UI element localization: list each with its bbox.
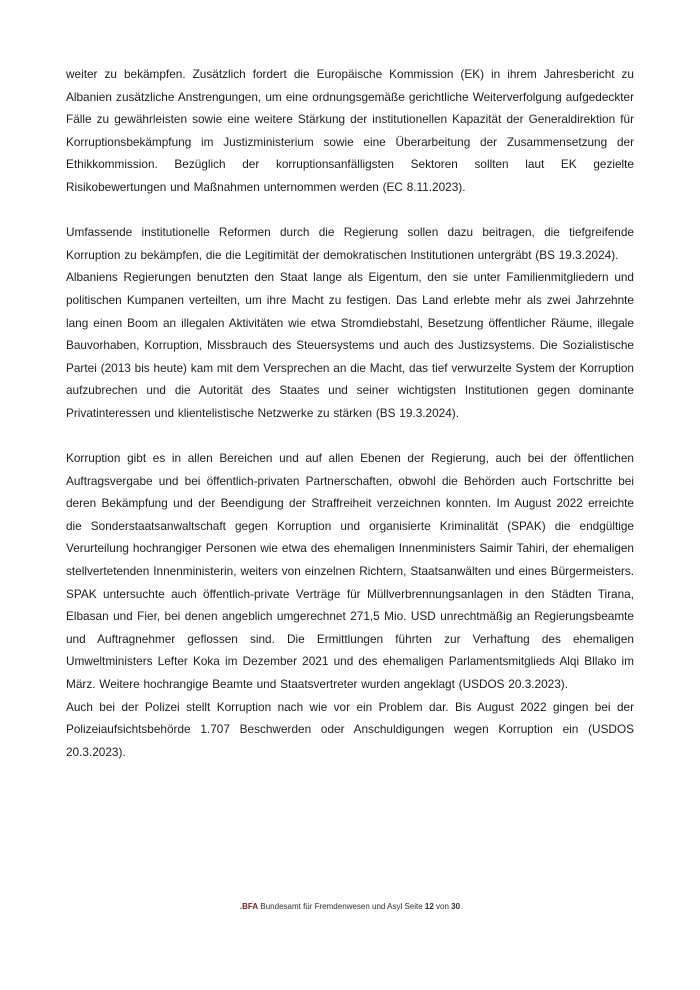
body-paragraph: Korruption gibt es in allen Bereichen und auf allen Ebenen der Regierung, auch bei der öffentlichen Auftragsvergabe und bei öffentlich-privaten Partnerschaften, obwohl die Behörden auch Fortschritte bei deren Bekämpfung und der Beendigung der Straffreiheit verzeichnen konnten. Im August 2022 erreichte die Sonderstaatsanwaltschaft gegen Korruption und organisierte Kriminalität (SPAK) die endgültige Verurteilung hochrangiger Personen wie etwa des ehemaligen Innenministers Saimir Tahiri, der ehemaligen stellvertetenden Innenministerin, weiters von einzelnen Richtern, Staatsanwälten und eines Bürgermeisters. SPAK untersuchte auch öffentlich-private Verträge für Müllverbrennungsanlagen in den Städten Tirana, Elbasan und Fier, bei denen angeblich umgerechnet 271,5 Mio. USD unrechtmäßig an Regierungsbeamte und Auftragnehmer geflossen sind. Die Ermittlungen führten zur Verhaftung des ehemaligen Umweltministers Lefter Koka im Dezember 2021 und des ehemaligen Parlamentsmitglieds Alqi Bllako im März. Weitere hochrangige Beamte und Staatsvertreter wurden angeklagt (USDOS 20.3.2023). (66, 451, 634, 692)
body-paragraph: Umfassende institutionelle Reformen durch die Regierung sollen dazu beitragen, die tiefgreifende Korruption zu bekämpfen, die die Legitimität der demokratischen Institutionen untergräbt (BS 19.3.2024). (66, 225, 634, 262)
footer-of-label: von (433, 902, 452, 911)
body-paragraph: weiter zu bekämpfen. Zusätzlich fordert die Europäische Kommission (EK) in ihrem Jahresbericht zu Albanien zusätzliche Anstrengungen, um eine ordnungsgemäße gerichtliche Weiterverfolgung aufgedeckter Fälle zu gewährleisten sowie eine weitere Stärkung der institutionellen Kapazität der Generaldirektion für Korruptionsbekämpfung im Justizministerium sowie eine Überarbeitung der Zusammensetzung der Ethikkommission. Bezüglich der korruptionsanfälligsten Sektoren sollten laut EK gezielte Risikobewertungen und Maßnahmen unternommen werden (EC 8.11.2023). (66, 67, 634, 194)
document-body (66, 63, 634, 763)
page-footer (0, 901, 700, 913)
footer-page-total: 30 (451, 902, 461, 911)
footer-brand-dot: . (239, 902, 243, 911)
footer-page-label: Seite (404, 902, 425, 911)
footer-agency-name: Bundesamt für Fremdenwesen und Asyl (258, 902, 405, 911)
footer-page-number: 12 (424, 902, 434, 911)
body-paragraph: Auch bei der Polizei stellt Korruption nach wie vor ein Problem dar. Bis August 2022 gingen bei der Polizeiaufsichtsbehörde 1.707 Beschwerden oder Anschuldigungen wegen Korruption ein (USDOS 20.3.2023). (66, 699, 634, 759)
footer-brand-bfa: BFA (242, 902, 259, 911)
body-paragraph: Albaniens Regierungen benutzten den Staat lange als Eigentum, den sie unter Familienmitgliedern und politischen Kumpanen verteilten, um ihre Macht zu festigen. Das Land erlebte mehr als zwei Jahrzehnte lang einen Boom an illegalen Aktivitäten wie etwa Stromdiebstahl, Besetzung öffentlicher Räume, illegale Bauvorhaben, Korruption, Missbrauch des Steuersystems und auch des Justizsystems. Die Sozialistische Partei (2013 bis heute) kam mit dem Versprechen an die Macht, das tief verwurzelte System der Korruption aufzubrechen und die Autorität des Staates und seiner wichtigsten Institutionen gegen dominante Privatinteressen und klientelistische Netzwerke zu stärken (BS 19.3.2024). (66, 270, 634, 420)
